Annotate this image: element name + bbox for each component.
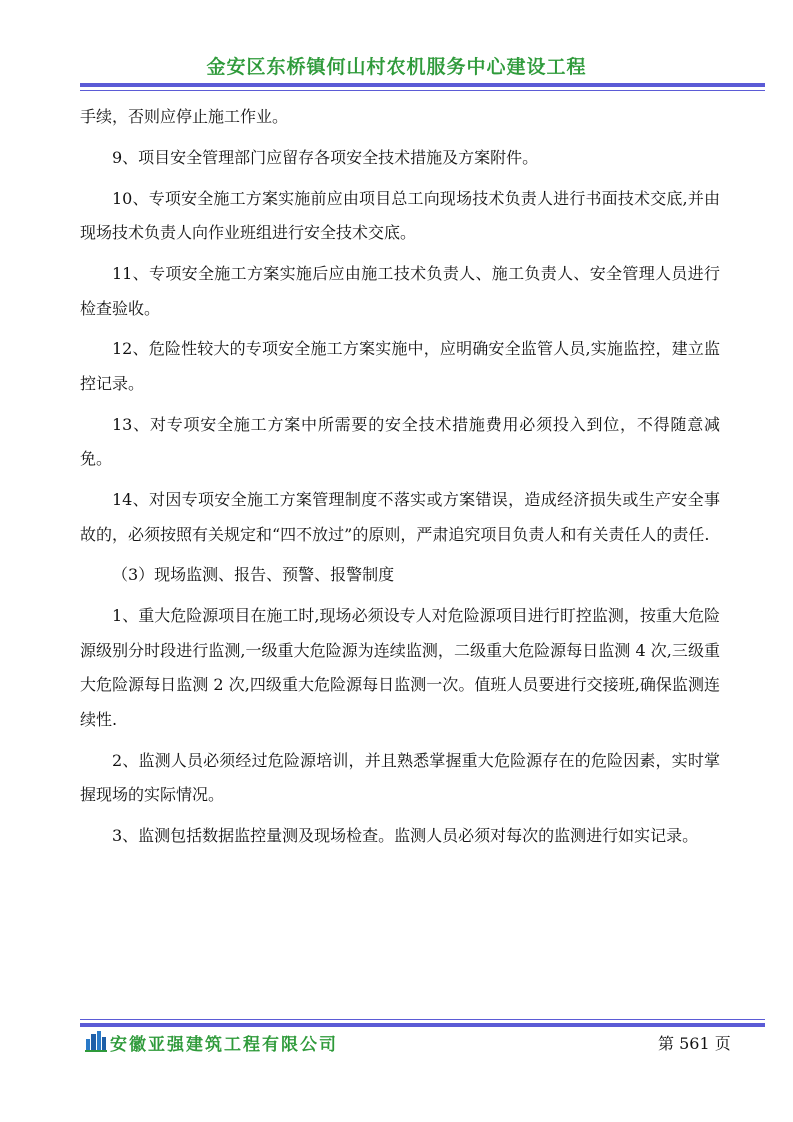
paragraph: 1、重大危险源项目在施工时,现场必须设专人对危险源项目进行盯控监测，按重大危险源级别分时段进行监测,一级重大危险源为连续监测，二级重大危险源每日监测 4 次,三级重大危险源每日监测 2 次,四级重大危险源每日监测一次。值班人员要进行交接班,确保监测连续性. <box>80 606 720 729</box>
header-rule-thin <box>80 90 765 91</box>
paragraph: 13、对专项安全施工方案中所需要的安全技术措施费用必须投入到位，不得随意减免。 <box>80 414 720 469</box>
paragraph: 9、项目安全管理部门应留存各项安全技术措施及方案附件。 <box>112 147 539 167</box>
footer-rule-thick <box>80 1023 765 1027</box>
section-heading: （3）现场监测、报告、预警、报警制度 <box>112 565 395 585</box>
header-title: 金安区东桥镇何山村农机服务中心建设工程 <box>206 56 587 78</box>
paragraph: 11、专项安全施工方案实施后应由施工技术负责人、施工负责人、安全管理人员进行检查验收。 <box>80 263 720 318</box>
paragraph: 手续，否则应停止施工作业。 <box>80 107 289 126</box>
footer-company-name: 安徽亚强建筑工程有限公司 <box>110 1035 338 1055</box>
footer-rule-thin <box>80 1019 765 1020</box>
building-logo-icon <box>85 1030 107 1052</box>
paragraph: 3、监测包括数据监控量测及现场检查。监测人员必须对每次的监测进行如实记录。 <box>112 826 699 846</box>
header-rule-thick <box>80 83 765 87</box>
paragraph: 14、对因专项安全施工方案管理制度不落实或方案错误，造成经济损失或生产安全事故的，必须按照有关规定和“四不放过”的原则，严肃追究项目负责人和有关责任人的责任. <box>80 490 720 544</box>
paragraph: 2、监测人员必须经过危险源培训，并且熟悉掌握重大危险源存在的危险因素，实时掌握现场的实际情况。 <box>80 750 720 805</box>
paragraph: 10、专项安全施工方案实施前应由项目总工向现场技术负责人进行书面技术交底,并由现场技术负责人向作业班组进行安全技术交底。 <box>80 188 720 243</box>
document-body <box>80 100 720 860</box>
paragraph: 12、危险性较大的专项安全施工方案实施中，应明确安全监管人员,实施监控，建立监控记录。 <box>80 339 720 393</box>
page-number: 第 561 页 <box>658 1034 731 1053</box>
